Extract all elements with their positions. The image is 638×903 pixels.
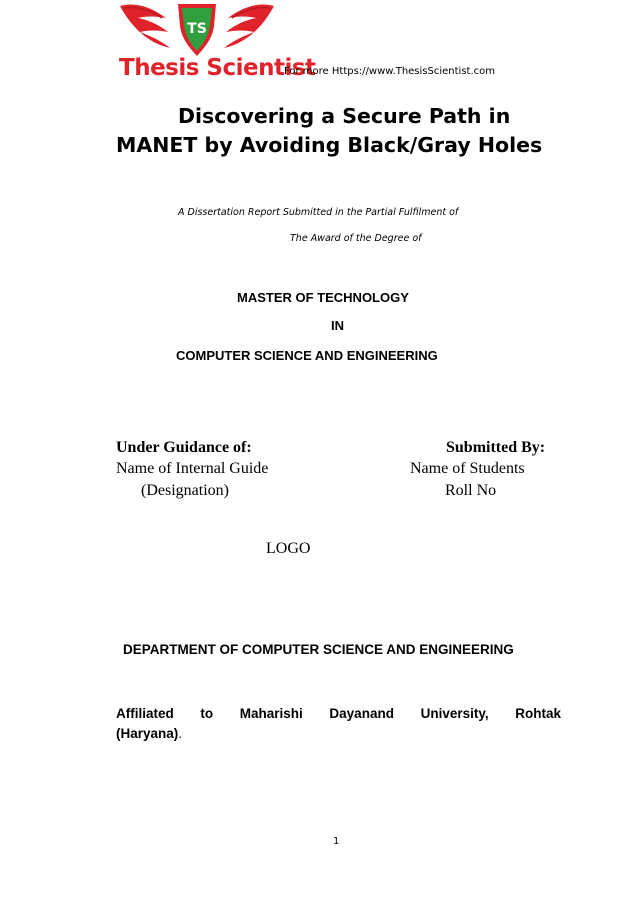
brand-name: Thesis Scientist bbox=[119, 55, 316, 81]
title-line-2: MANET by Avoiding Black/Gray Holes bbox=[116, 133, 543, 157]
logo-monogram: TS bbox=[187, 21, 207, 37]
department-name: DEPARTMENT OF COMPUTER SCIENCE AND ENGINEERING bbox=[123, 642, 514, 657]
guidance-heading: Under Guidance of: bbox=[116, 439, 252, 456]
affiliation-word: Maharishi bbox=[239, 706, 303, 721]
dissertation-line-2: The Award of the Degree of bbox=[290, 233, 422, 244]
guide-name: Name of Internal Guide bbox=[116, 460, 269, 477]
header-tagline: For more Https://www.ThesisScientist.com bbox=[284, 66, 495, 77]
affiliation-word: Dayanand bbox=[329, 706, 394, 721]
page-number: 1 bbox=[333, 836, 340, 847]
affiliation-line-2 bbox=[116, 726, 182, 741]
affiliation-word: University, bbox=[420, 706, 489, 721]
affiliation-period: . bbox=[178, 726, 183, 741]
affiliation-word: Affiliated bbox=[116, 706, 174, 721]
submitted-by-heading: Submitted By: bbox=[446, 439, 546, 456]
dissertation-line-1: A Dissertation Report Submitted in the Partial Fulfilment of bbox=[178, 207, 459, 218]
affiliation-word: Rohtak bbox=[515, 706, 561, 721]
affiliation-state: (Haryana) bbox=[116, 726, 179, 741]
affiliation-line-1 bbox=[116, 706, 561, 721]
degree-name: MASTER OF TECHNOLOGY bbox=[237, 290, 409, 305]
guide-designation: (Designation) bbox=[141, 482, 229, 499]
winged-emblem-icon bbox=[116, 0, 278, 60]
affiliation-word: to bbox=[200, 706, 214, 721]
logo-placeholder: LOGO bbox=[266, 540, 311, 557]
degree-branch: COMPUTER SCIENCE AND ENGINEERING bbox=[176, 348, 438, 363]
student-names: Name of Students bbox=[410, 460, 525, 477]
title-line-1: Discovering a Secure Path in bbox=[178, 104, 511, 128]
degree-in: IN bbox=[331, 318, 344, 333]
roll-number: Roll No bbox=[445, 482, 497, 499]
